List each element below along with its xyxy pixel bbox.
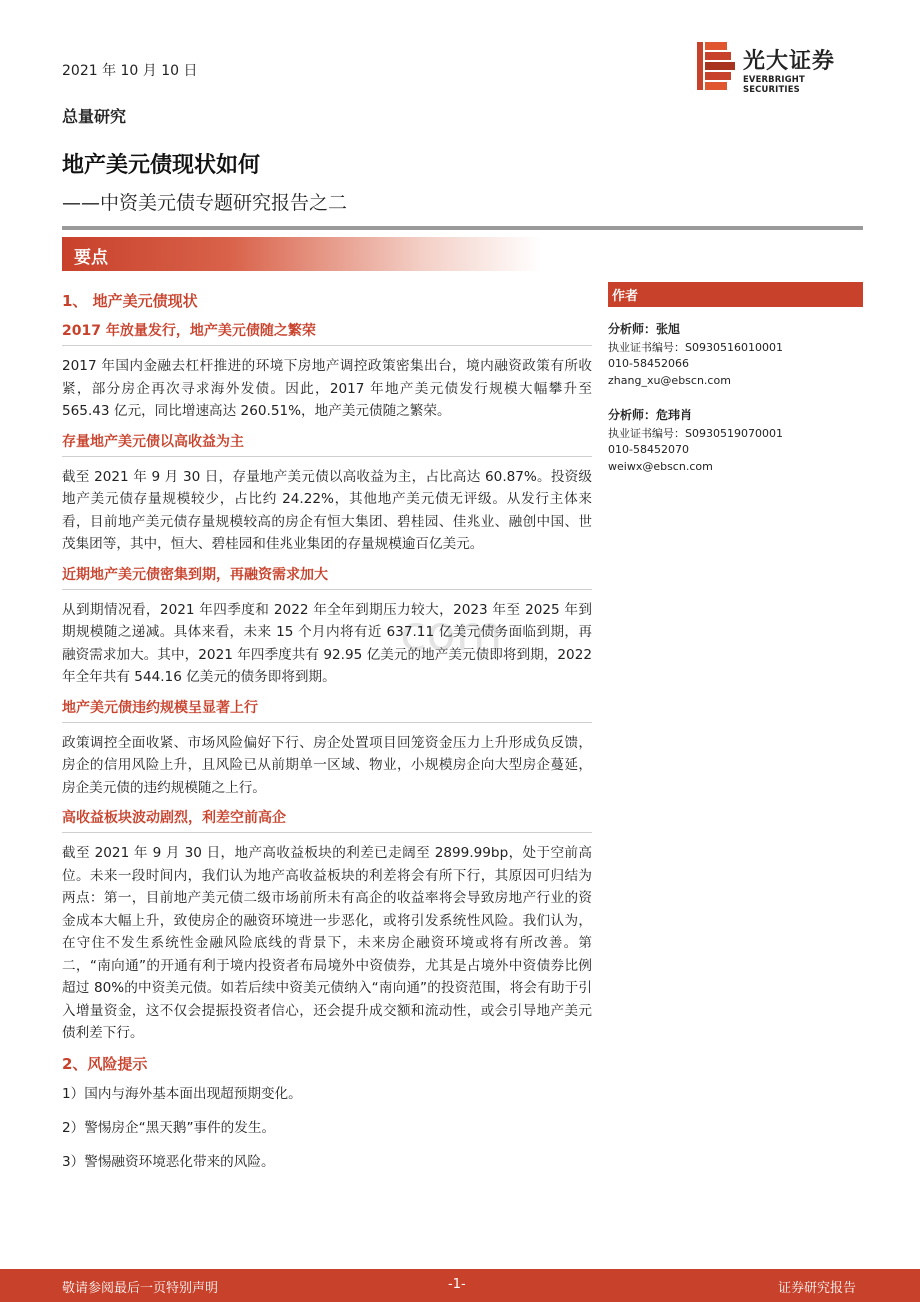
block-paragraph: 2017 年国内金融去杠杆推进的环境下房地产调控政策密集出台，境内融资政策有所收紧，部分房企再次寻求海外发债。因此，2017 年地产美元债发行规模大幅攀升至 565.43 亿元，同比增速高达 260.51%，地产美元债随之繁荣。 — [62, 358, 592, 419]
footer-page-number: -1- — [448, 1277, 466, 1292]
report-category: 总量研究 — [62, 107, 127, 126]
block-3 — [62, 564, 592, 689]
logo-text-en: EVERBRIGHT SECURITIES — [743, 74, 805, 94]
block-2 — [62, 431, 592, 556]
block-divider — [62, 589, 592, 590]
risk-item: 2）警惕房企“黑天鹅”事件的发生。 — [62, 1119, 276, 1136]
footer-disclaimer: 敬请参阅最后一页特别声明 — [62, 1281, 219, 1296]
page-footer — [0, 1269, 920, 1302]
risk-item: 1）国内与海外基本面出现超预期变化。 — [62, 1085, 302, 1102]
keypoints-label: 要点 — [74, 248, 108, 268]
keypoints-banner — [62, 237, 542, 271]
block-heading: 高收益板块波动剧烈，利差空前高企 — [62, 810, 286, 826]
block-divider — [62, 722, 592, 723]
block-heading: 近期地产美元债密集到期，再融资需求加大 — [62, 566, 328, 583]
block-5 — [62, 807, 592, 1045]
block-heading: 存量地产美元债以高收益为主 — [62, 433, 244, 450]
analyst-email[interactable]: zhang_xu@ebscn.com — [608, 373, 731, 387]
section-2-heading: 2、风险提示 — [62, 1054, 148, 1073]
watermark: com — [400, 606, 503, 662]
logo-text-cn: 光大证券 — [743, 49, 836, 74]
analyst-card — [608, 407, 863, 475]
block-paragraph: 政策调控全面收紧、市场风险偏好下行、房企处置项目回笼资金压力上升形成负反馈，房企的信用风险上升，且风险已从前期单一区域、物业，小规模房企向大型房企蔓延，房企美元债的违约规模随之上行。 — [62, 734, 592, 796]
block-heading: 地产美元债违约规模呈显著上行 — [62, 699, 258, 716]
sidebar-heading: 作者 — [608, 282, 863, 307]
analyst-card — [608, 321, 863, 389]
block-divider — [62, 456, 592, 457]
page-subtitle: ——中资美元债专题研究报告之二 — [62, 192, 348, 214]
risk-item: 3）警惕融资环境恶化带来的风险。 — [62, 1153, 275, 1170]
block-1 — [62, 320, 592, 423]
block-divider — [62, 832, 592, 833]
analyst-cert: 执业证书编号：S0930519070001 — [608, 426, 783, 440]
analyst-cert: 执业证书编号：S0930516010001 — [608, 340, 783, 354]
analyst-name: 分析师：张旭 — [608, 322, 681, 336]
analyst-name: 分析师：危玮肖 — [608, 408, 693, 422]
block-paragraph: 从到期情况看，2021 年四季度和 2022 年全年到期压力较大，2023 年至 2025 年到期规模随之递减。具体来看，未来 15 个月内将有近 637.11 亿美元债务面临到期，再融资需求加大。其中，2021 年四季度共有 92.95 亿美元的地产美元债即将到期，2022 年全年共有 544.16 亿美元的债务即将到期。 — [62, 601, 592, 685]
analyst-email[interactable]: weiwx@ebscn.com — [608, 459, 713, 473]
main-content — [62, 290, 592, 1185]
section-1-heading: 1、 地产美元债现状 — [62, 292, 198, 310]
block-paragraph: 截至 2021 年 9 月 30 日，存量地产美元债以高收益为主，占比高达 60.87%。投资级地产美元债存量规模较少，占比约 24.22%，其他地产美元债无评级。从发行主体来看，目前地产美元债存量规模较高的房企有恒大集团、碧桂园、佳兆业、融创中国、世茂集团等，其中，恒大、碧桂园和佳兆业集团的存量规模逾百亿美元。 — [62, 468, 592, 552]
page-title: 地产美元债现状如何 — [62, 153, 261, 178]
analyst-phone: 010-58452070 — [608, 443, 689, 456]
everbright-logo-mark-icon — [697, 42, 737, 90]
block-paragraph: 截至 2021 年 9 月 30 日，地产高收益板块的利差已走阔至 2899.99bp，处于空前高位。未来一段时间内，我们认为地产高收益板块的利差将会有所下行，其原因可归结为两点：第一，目前地产美元债二级市场前所未有高企的收益率将会导致房地产行业的资金成本大幅上升，致使房企的融资环境进一步恶化，或将引发系统性风险。我们认为，在守住不发生系统性金融风险底线的背景下，未来房企融资环境或将有所改善。第二，“南向通”的开通有利于境内投资者布局境外中资债券，尤其是占境外中资债券比例超过 80%的中资美元债。如若后续中资美元债纳入“南向通”的投资范围，将会有助于引入增量资金，这不仅会提振投资者信心，还会提升成交额和流动性，或会引导地产美元债利差下行。 — [62, 845, 592, 1041]
footer-report-type: 证券研究报告 — [777, 1281, 856, 1296]
everbright-logo — [697, 42, 861, 94]
author-sidebar — [608, 282, 863, 475]
block-heading: 2017 年放量发行，地产美元债随之繁荣 — [62, 323, 316, 339]
analyst-phone: 010-58452066 — [608, 357, 689, 370]
header-divider — [62, 226, 863, 230]
report-date: 2021 年 10 月 10 日 — [62, 63, 198, 79]
block-4 — [62, 697, 592, 800]
block-divider — [62, 345, 592, 346]
